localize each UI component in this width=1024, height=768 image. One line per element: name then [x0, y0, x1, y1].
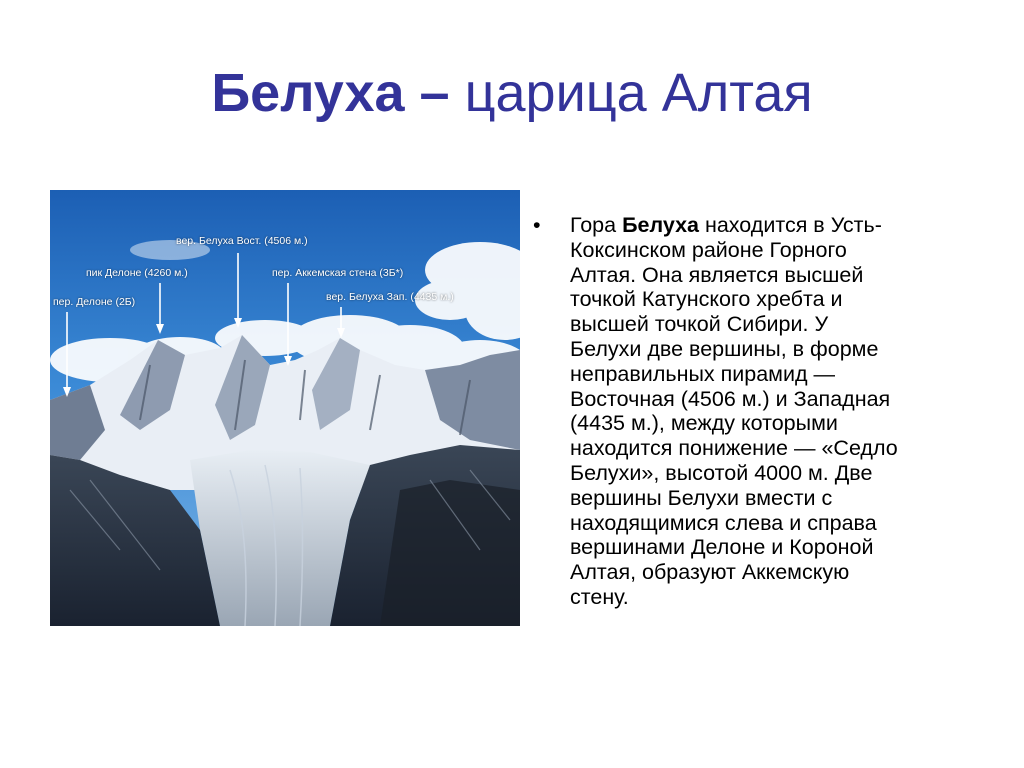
text-line: Восточная (4506 м.) и Западная [570, 386, 891, 411]
description-paragraph [570, 213, 973, 610]
photo-label-belukha-west: вер. Белуха Зап. (4435 м.) [326, 291, 454, 303]
photo-label-belukha-east: вер. Белуха Вост. (4506 м.) [176, 235, 308, 247]
text-line: находящимися слева и справа [570, 510, 877, 535]
text-line: Коксинском районе Горного [570, 237, 847, 262]
text-line: вершины Белухи вмести с [570, 485, 833, 510]
photo-label-delone-peak: пик Делоне (4260 м.) [86, 267, 188, 279]
text-line: находится понижение — «Седло [570, 436, 898, 461]
bold-mountain-name: Белуха [622, 213, 699, 237]
text-line-segment: Гора [570, 213, 623, 237]
photo-label-akkem-wall: пер. Аккемская стена (3Б*) [272, 267, 404, 279]
mountain-photo [50, 190, 520, 626]
text-line: Белухи две вершины, в форме [570, 336, 879, 361]
text-line: высшей точкой Сибири. У [570, 312, 829, 337]
text-line: вершинами Делоне и Короной [570, 535, 874, 560]
text-line: стену. [570, 584, 629, 609]
text-line: Алтая, образуют Аккемскую [570, 560, 850, 585]
text-line [570, 213, 973, 238]
title-dash: – [404, 63, 465, 123]
text-line-segment: находится в Усть- [698, 213, 882, 237]
text-line: точкой Катунского хребта и [570, 287, 843, 312]
description-text [533, 213, 973, 610]
mountain-illustration [50, 190, 520, 626]
title-rest: царица Алтая [464, 63, 813, 123]
photo-label-delone-pass: пер. Делоне (2Б) [53, 296, 136, 308]
title-main: Белуха [211, 63, 405, 123]
text-line: Алтая. Она является высшей [570, 262, 864, 287]
text-line: Белухи», высотой 4000 м. Две [570, 460, 873, 485]
bullet-marker: • [533, 213, 541, 237]
slide-title [0, 62, 1024, 124]
text-line: неправильных пирамид — [570, 361, 835, 386]
text-line: (4435 м.), между которыми [570, 411, 838, 436]
